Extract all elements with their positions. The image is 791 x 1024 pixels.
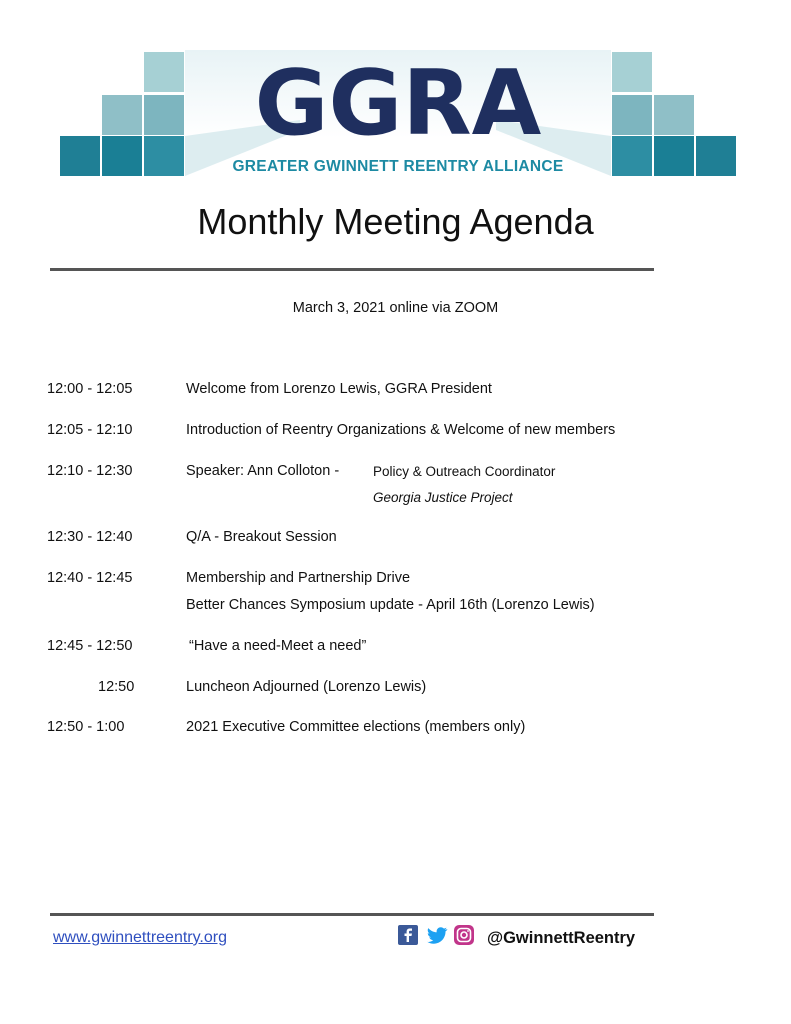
agenda-row [0,422,791,442]
agenda-time: 12:50 [98,679,135,695]
agenda-row [0,638,791,658]
agenda-row [0,463,791,509]
agenda-time: 12:05 - 12:10 [47,422,133,438]
agenda-item: “Have a need-Meet a need” [189,638,367,654]
agenda-item: Introduction of Reentry Organizations & Welcome of new members [186,422,616,438]
agenda-row [0,381,791,401]
agenda-time: 12:00 - 12:05 [47,381,133,397]
agenda-row [0,570,791,616]
ggra-logo [60,50,736,180]
agenda-time: 12:50 - 1:00 [47,719,125,735]
agenda-row [0,679,791,699]
agenda-item: Q/A - Breakout Session [186,529,337,545]
agenda-time: 12:40 - 12:45 [47,570,133,586]
agenda-item: Welcome from Lorenzo Lewis, GGRA President [186,381,492,397]
agenda-item: Speaker: Ann Colloton - [186,463,340,479]
agenda-item: 2021 Executive Committee elections (members only) [186,719,526,735]
bottom-divider [50,913,654,916]
page-title: Monthly Meeting Agenda [197,201,594,242]
logo-organization-name: GREATER GWINNETT REENTRY ALLIANCE [232,158,564,175]
agenda-time: 12:45 - 12:50 [47,638,133,654]
social-handle: @GwinnettReentry [487,929,636,947]
agenda-item: Membership and Partnership Drive [186,570,411,586]
facebook-icon[interactable] [398,925,418,945]
instagram-icon[interactable] [454,925,474,945]
social-icons [398,924,474,946]
agenda-item-secondary: Better Chances Symposium update - April 16th (Lorenzo Lewis) [186,597,595,613]
speaker-role: Policy & Outreach Coordinator [373,464,556,479]
meeting-date: March 3, 2021 online via ZOOM [292,300,499,316]
top-divider [50,268,654,271]
agenda-item: Luncheon Adjourned (Lorenzo Lewis) [186,679,427,695]
logo-acronym: GGRA [254,51,542,156]
speaker-organization: Georgia Justice Project [373,490,513,505]
website-link[interactable]: www.gwinnettreentry.org [53,929,227,946]
agenda-time: 12:30 - 12:40 [47,529,133,545]
agenda-row [0,529,791,549]
agenda-row [0,719,791,739]
twitter-icon[interactable] [426,925,446,945]
agenda-time: 12:10 - 12:30 [47,463,133,479]
